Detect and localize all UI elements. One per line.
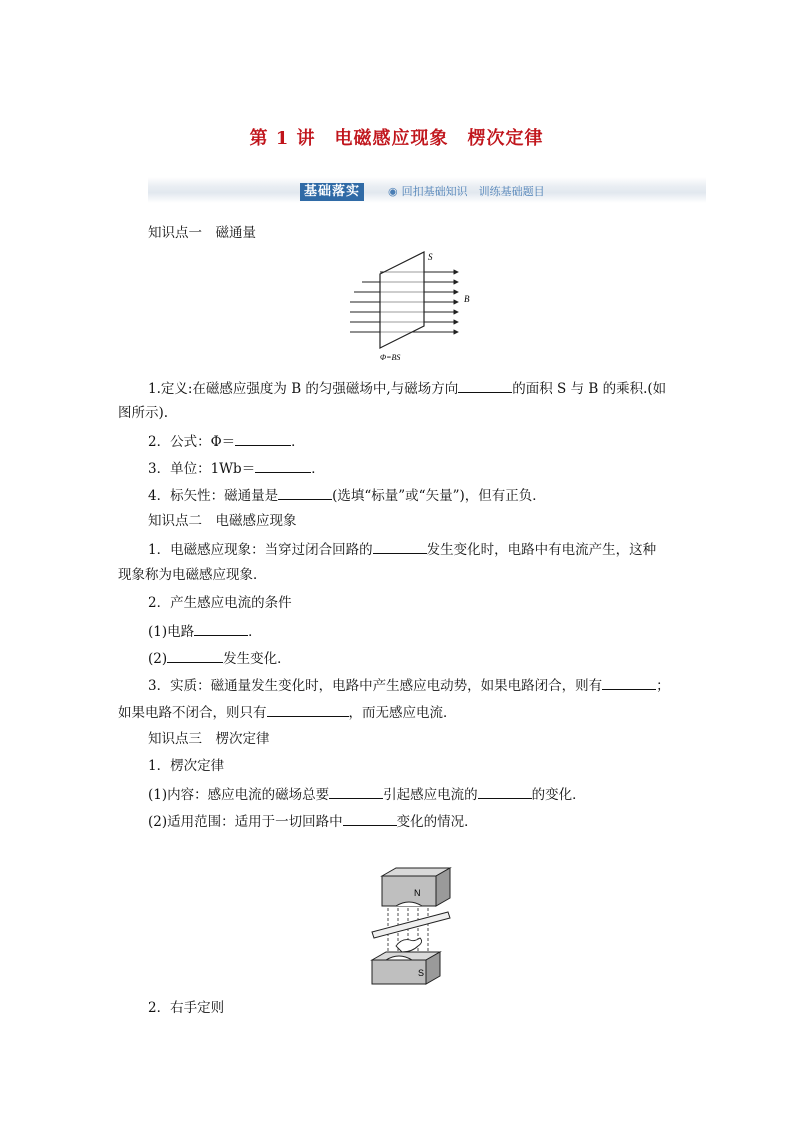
section-heading-2: 知识点二 电磁感应现象 [148, 513, 297, 529]
item-text: ； [656, 678, 670, 694]
answer-blank[interactable] [478, 784, 532, 799]
item-text: 变化的情况． [396, 814, 478, 830]
item-1-1 [148, 378, 666, 398]
item-text: ． [291, 434, 305, 450]
answer-blank[interactable] [329, 784, 383, 799]
pole-n-label: N [414, 888, 421, 898]
flux-formula: Φ=BS [380, 353, 401, 362]
item-text: 2．公式：Φ＝ [148, 434, 236, 450]
item-text: ． [311, 461, 325, 477]
item-3-2: 2．右手定则 [148, 1000, 225, 1016]
bullet-icon: ◉ [388, 185, 398, 198]
surface-plane [380, 252, 424, 348]
answer-blank[interactable] [458, 378, 512, 393]
item-3-1: 1．楞次定律 [148, 758, 225, 774]
item-1-3 [148, 458, 325, 478]
item-text: 发生变化时，电路中有电流产生，这种 [426, 542, 657, 558]
magnet-n [382, 868, 450, 906]
conductor-rod [372, 912, 450, 938]
item-text: 如果电路不闭合，则只有 [118, 705, 267, 721]
page-title: 第 1 讲 电磁感应现象 楞次定律 [249, 128, 544, 149]
answer-blank[interactable] [267, 702, 349, 717]
magnetic-flux-diagram [340, 250, 480, 365]
answer-blank[interactable] [343, 811, 397, 826]
right-hand-rule-diagram [366, 866, 456, 990]
answer-blank[interactable] [602, 675, 656, 690]
item-2-2-2 [148, 648, 291, 668]
item-text: 的面积 S 与 B 的乘积.(如 [512, 381, 667, 397]
item-1-1-cont: 图所示). [118, 405, 169, 421]
item-text: ． [248, 624, 262, 640]
section-heading-1: 知识点一 磁通量 [148, 225, 256, 241]
item-2-3 [148, 675, 670, 695]
banner-badge: 基础落实 [300, 183, 364, 201]
item-3-1-1 [148, 784, 586, 804]
section-heading-3: 知识点三 楞次定律 [148, 731, 270, 747]
item-text: 3．单位：1Wb＝ [148, 461, 256, 477]
answer-blank[interactable] [167, 648, 223, 663]
item-1-2 [148, 431, 305, 451]
answer-blank[interactable] [235, 431, 291, 446]
banner-subtitle [388, 184, 545, 200]
label-b: B [464, 294, 470, 304]
item-text: (选填“标量”或“矢量”)，但有正负． [332, 488, 546, 504]
magnet-s [372, 952, 440, 984]
label-s: S [428, 252, 433, 262]
item-text: 1．电磁感应现象：当穿过闭合回路的 [148, 542, 373, 558]
item-2-2-1 [148, 621, 262, 641]
item-text: 引起感应电流的 [383, 787, 478, 803]
answer-blank[interactable] [255, 458, 311, 473]
item-text: 3．实质：磁通量发生变化时，电路中产生感应电动势，如果电路闭合，则有 [148, 678, 603, 694]
item-text: ，而无感应电流． [348, 705, 457, 721]
item-text: (2) [148, 651, 168, 667]
item-text: 1.定义:在磁感应强度为 B 的匀强磁场中,与磁场方向 [148, 381, 459, 397]
item-text: (1)电路 [148, 624, 195, 640]
item-text: 的变化． [531, 787, 586, 803]
item-2-3-cont [118, 702, 457, 722]
item-text: 4．标矢性：磁通量是 [148, 488, 279, 504]
answer-blank[interactable] [373, 539, 427, 554]
banner-subtitle-text: 回扣基础知识 训练基础题目 [401, 185, 545, 198]
item-1-4 [148, 485, 546, 505]
pole-s-label: S [418, 968, 425, 978]
field-lines-front [424, 272, 458, 322]
item-text: (2)适用范围：适用于一切回路中 [148, 814, 343, 830]
answer-blank[interactable] [278, 485, 332, 500]
item-text: 发生变化． [223, 651, 291, 667]
section-banner [148, 170, 706, 210]
item-3-1-2 [148, 811, 478, 831]
answer-blank[interactable] [194, 621, 248, 636]
item-2-2: 2．产生感应电流的条件 [148, 595, 292, 611]
item-2-1 [148, 539, 656, 559]
item-2-1-cont: 现象称为电磁感应现象． [118, 567, 267, 583]
item-text: (1)内容：感应电流的磁场总要 [148, 787, 330, 803]
